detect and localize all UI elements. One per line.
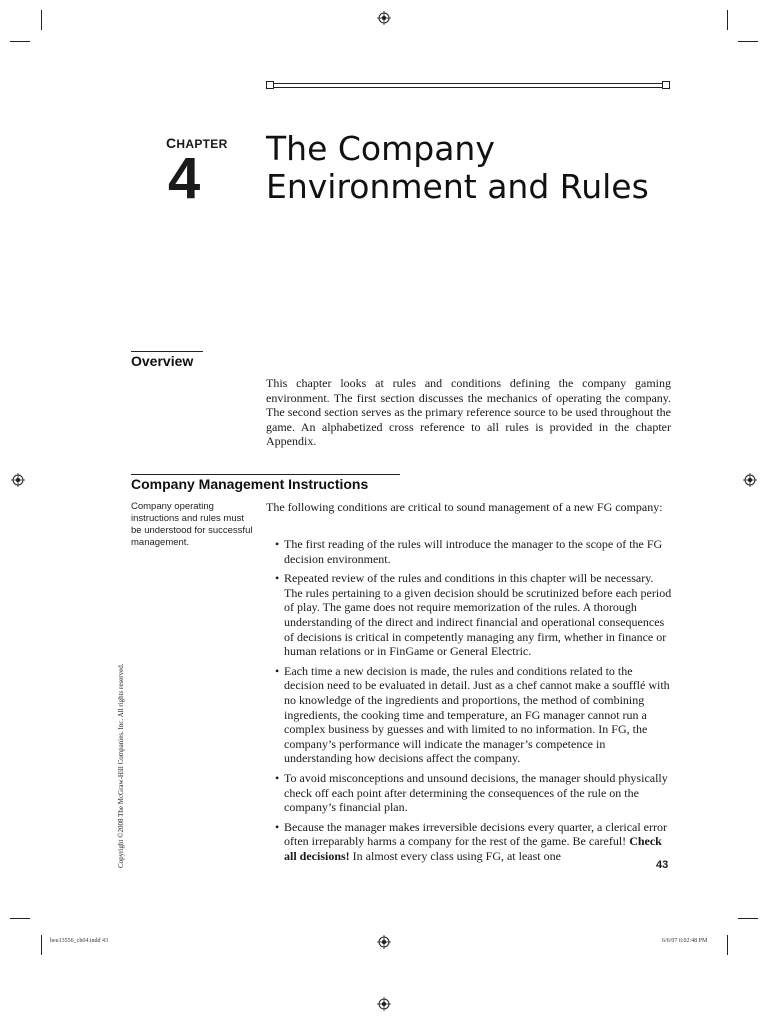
chapter-title: The Company Environment and Rules: [266, 129, 649, 206]
header-rule-end: [662, 81, 670, 89]
crop-mark: [41, 935, 42, 955]
chapter-number: 4: [168, 146, 201, 211]
list-item: • To avoid misconceptions and unsound decisions, the manager should physically check off each point after determining the consequences of the rule on the company’s financial plan.: [275, 770, 668, 815]
registration-mark-icon: [377, 11, 391, 25]
file-slug: beu13556_ch04.indd 43: [50, 938, 108, 944]
registration-mark-icon: [377, 997, 391, 1011]
section-rule: [131, 351, 203, 352]
list-item: • The first reading of the rules will introduce the manager to the scope of the FG decision environment.: [275, 537, 663, 566]
registration-mark-icon: [743, 473, 757, 487]
registration-mark-icon: [11, 473, 25, 487]
copyright-notice: Copyright ©2008 The McGraw-Hill Companies, Inc. All rights reserved.: [117, 663, 125, 868]
header-rule: [274, 83, 662, 84]
crop-mark: [738, 918, 758, 919]
margin-note: Company operating instructions and rules must be understood for successful management.: [131, 501, 253, 548]
page-number: 43: [656, 859, 669, 871]
instructions-heading: Company Management Instructions: [131, 476, 369, 492]
print-timestamp: 6/6/07 6:02:48 PM: [662, 938, 708, 944]
header-rule: [274, 87, 662, 88]
section-rule: [131, 474, 400, 475]
overview-heading: Overview: [131, 353, 194, 369]
chapter-label: CHAPTER: [166, 135, 228, 151]
list-item: • Each time a new decision is made, the rules and conditions related to the decision need to be evaluated in detail. Just as a chef cannot make a soufflé with no knowledge of the ingredients and proportions, the method of combining ingredients, the cooking time and temperature, an FG manager cannot run a complex business by guesses and with limited to no information. In FG, the company’s performance will indicate the manager’s competence in understanding how decisions affect the company.: [275, 663, 670, 766]
crop-mark: [10, 918, 30, 919]
crop-mark: [10, 41, 30, 42]
crop-mark: [727, 935, 728, 955]
list-item: • Because the manager makes irreversible decisions every quarter, a clerical error often irreparably harms a company for the rest of the game. Be careful! Check all decisions! In almost every class using FG, at least one: [275, 819, 667, 863]
header-rule-end: [266, 81, 274, 89]
instructions-list: [275, 537, 674, 868]
crop-mark: [41, 10, 42, 30]
crop-mark: [727, 10, 728, 30]
instructions-intro: The following conditions are critical to sound management of a new FG company:: [266, 500, 663, 514]
list-item: • Repeated review of the rules and conditions in this chapter will be necessary. The rules pertaining to a given decision should be scrutinized before each period of play. The game does not require memorization of the rules. A thorough understanding of the direct and indirect financial and operational consequences of decisions is critical in competently managing any firm, whether in finance or human relations or in FinGame or General Electric.: [275, 571, 672, 659]
overview-paragraph: This chapter looks at rules and conditions defining the company gaming environment. The first section discusses the mechanics of operating the company. The second section serves as the primary reference source to be used throughout the game. An alphabetized cross reference to all rules is provided in the chapter Appendix.: [266, 376, 671, 449]
check-all-decisions-emphasis: Check all decisions!: [284, 834, 662, 863]
registration-mark-icon: [377, 935, 391, 949]
crop-mark: [738, 41, 758, 42]
